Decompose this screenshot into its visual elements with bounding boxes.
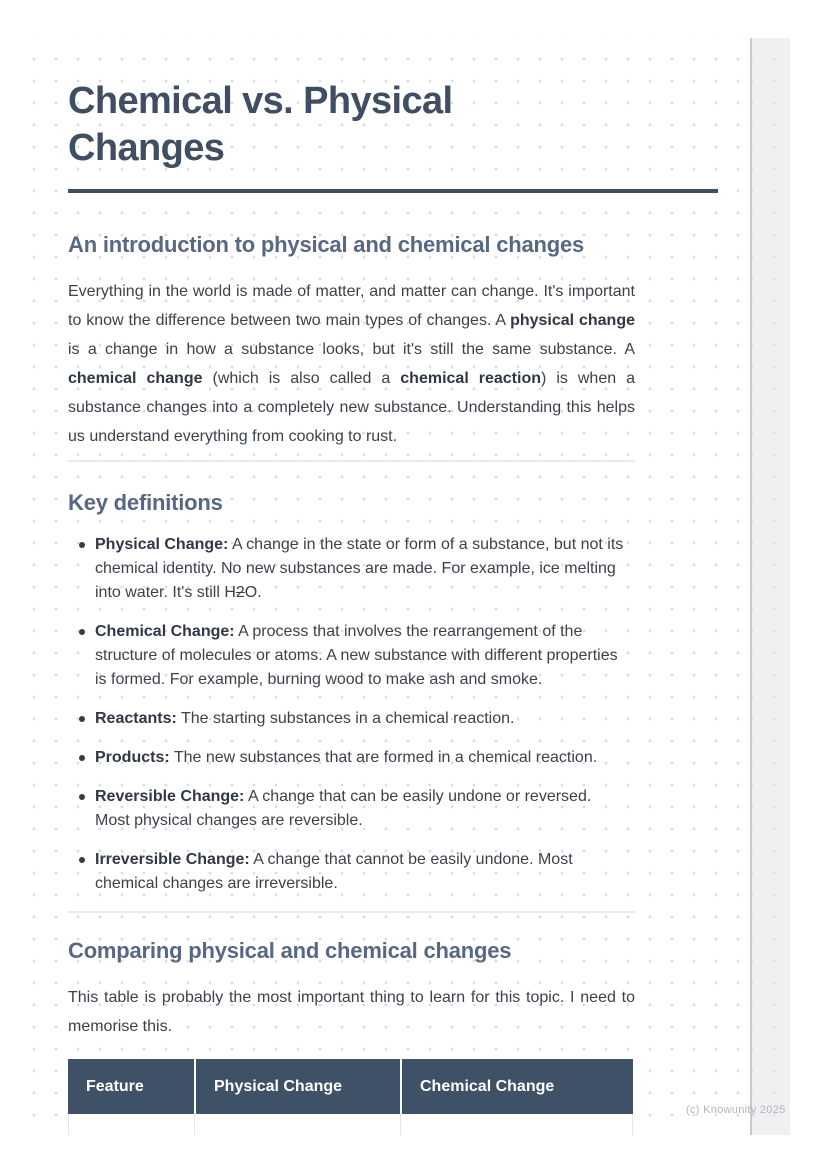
bold-term: Reactants: <box>95 710 177 727</box>
bold-term: Irreversible Change: <box>95 851 250 868</box>
text-segment: Everything in the world is made of matter, and matter can change. It's important to know the difference between two main types of changes. A <box>68 283 635 329</box>
table-cell-empty <box>194 1114 400 1135</box>
bold-term: Products: <box>95 749 170 766</box>
comparison-table <box>68 1059 633 1135</box>
table-row <box>68 1114 633 1135</box>
comparison-note-paragraph <box>68 983 635 1041</box>
text-segment: A change that can be easily undone or reversed. Most physical changes are reversible. <box>95 788 592 829</box>
bold-term: Physical Change: <box>95 536 229 553</box>
table-header-feature: Feature <box>68 1059 194 1114</box>
document-page <box>30 38 750 1135</box>
definition-item <box>68 620 628 692</box>
text-segment: A change in the state or form of a substance, but not its chemical identity. No new substances are made. For example, ice melting into water. It's still H <box>95 536 624 601</box>
definition-item <box>68 785 628 833</box>
bold-term: physical change <box>510 312 636 329</box>
section-heading-comparing: Comparing physical and chemical changes <box>68 938 512 963</box>
bold-term: chemical reaction <box>400 370 541 387</box>
definition-item <box>68 848 628 896</box>
section-heading-introduction: An introduction to physical and chemical changes <box>68 232 585 257</box>
copyright-watermark: (c) Knowunity 2025 <box>686 1104 786 1116</box>
table-header-physical-change: Physical Change <box>194 1059 400 1114</box>
table-header-chemical-change: Chemical Change <box>400 1059 633 1114</box>
next-page-edge <box>750 38 790 1135</box>
bold-term: Chemical Change: <box>95 623 235 640</box>
text-segment: The new substances that are formed in a chemical reaction. <box>169 749 598 766</box>
table-cell-empty <box>68 1114 194 1135</box>
bold-term: chemical change <box>68 370 203 387</box>
document-content <box>30 38 718 1135</box>
introduction-paragraph <box>68 277 635 451</box>
table-cell-empty <box>400 1114 633 1135</box>
definition-item <box>68 746 628 770</box>
bold-term: Reversible Change: <box>95 788 245 805</box>
text-segment: This table is probably the most important thing to learn for this topic. I need to memorise this. <box>68 989 635 1035</box>
text-segment: The starting substances in a chemical reaction. <box>176 710 515 727</box>
text-segment: ) is when a substance changes into a completely new substance. Understanding this helps us understand everything from cooking to rust. <box>68 370 635 445</box>
section-heading-key-definitions: Key definitions <box>68 490 223 515</box>
text-segment: is a change in how a substance looks, but it's still the same substance. A <box>68 341 635 358</box>
definitions-list <box>68 533 628 896</box>
title-divider <box>68 189 718 193</box>
definition-item <box>68 707 628 731</box>
section-divider <box>68 911 635 913</box>
text-segment: A change that cannot be easily undone. Most chemical changes are irreversible. <box>95 851 573 892</box>
section-divider <box>68 460 635 462</box>
page-title: Chemical vs. Physical Changes <box>68 80 453 169</box>
table-header-row <box>68 1059 633 1114</box>
text-segment: O. <box>244 584 262 601</box>
text-segment: A process that involves the rearrangement of the structure of molecules or atoms. A new substance with different properties is formed. For example, burning wood to make ash and smoke. <box>95 623 618 688</box>
struck-text: 2 <box>235 584 245 601</box>
text-segment: (which is also called a <box>202 370 401 387</box>
definition-item <box>68 533 628 605</box>
